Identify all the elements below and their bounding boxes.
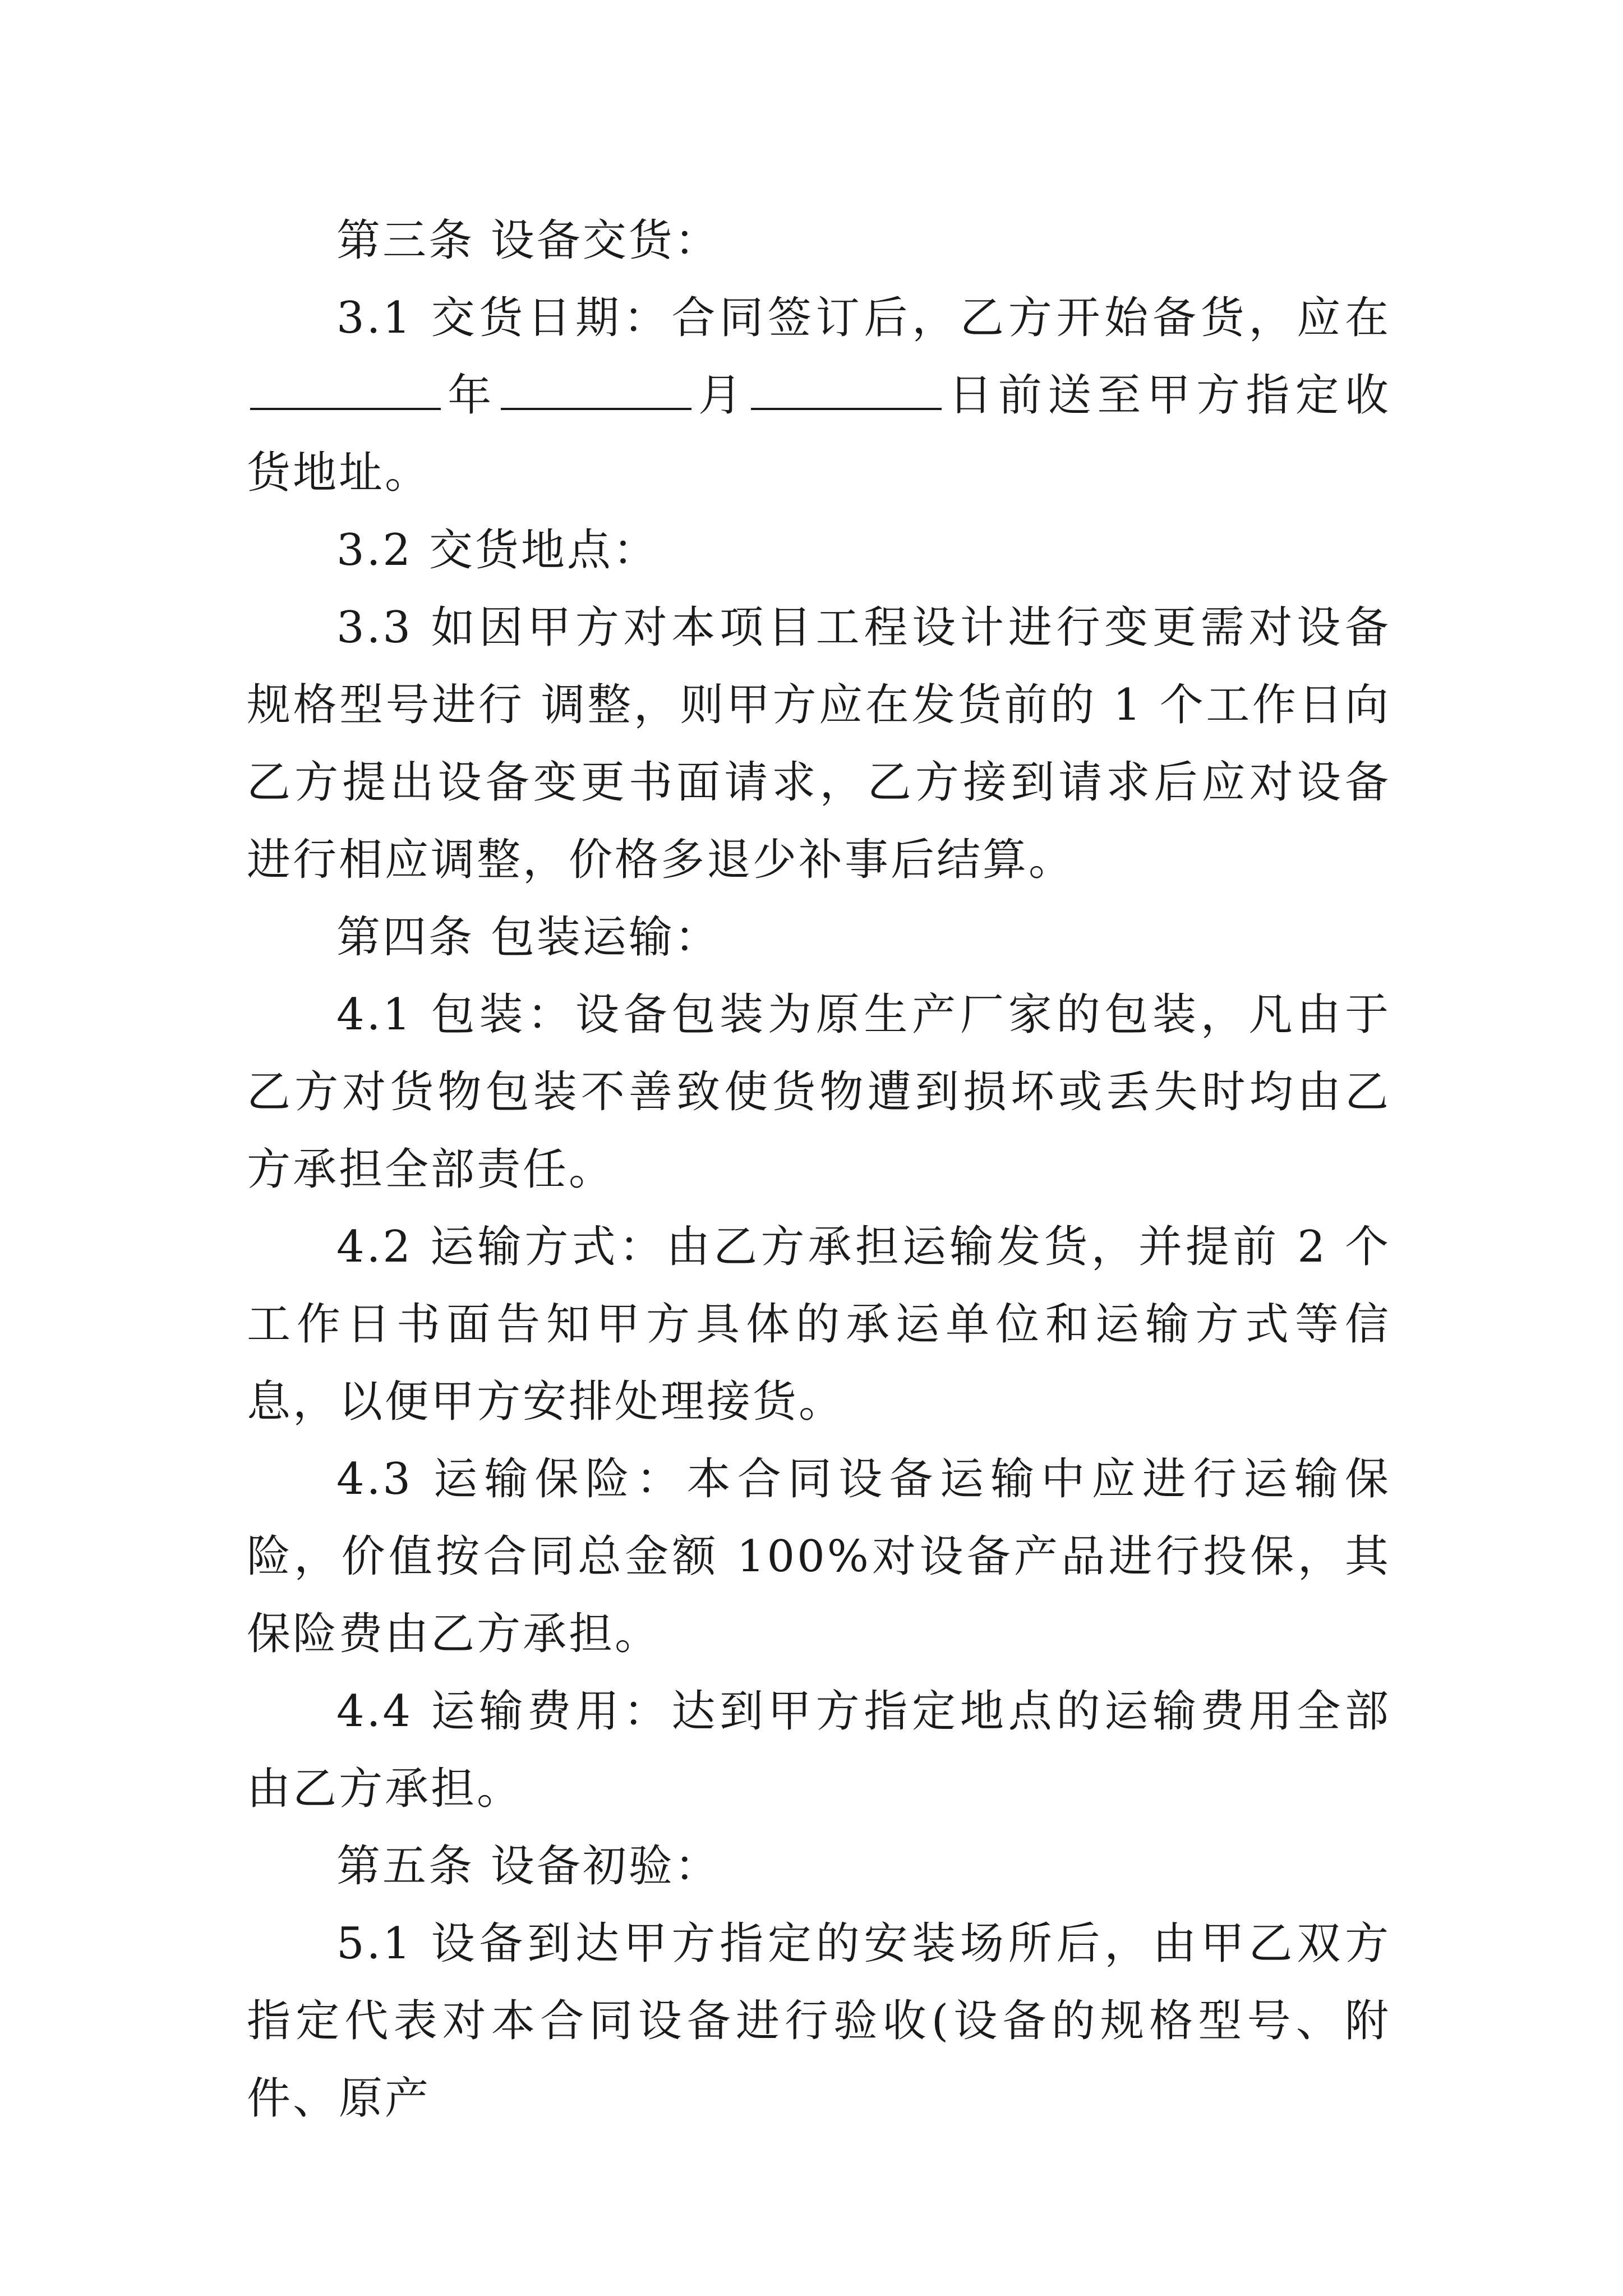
article-3-heading: 第三条 设备交货： bbox=[336, 215, 721, 266]
month-label: 月 bbox=[694, 370, 748, 421]
year-label: 年 bbox=[444, 370, 497, 421]
clause-4-3: 4.3 运输保险：本合同设备运输中应进行运输保险，价值按合同总金额 100%对设备产品进行投保，其保险费由乙方承担。 bbox=[247, 1454, 1391, 1659]
clause-3-1-lead: 3.1 交货日期：合同签订后，乙方开始备货，应在 bbox=[336, 293, 1391, 343]
clause-4-1: 4.1 包装：设备包装为原生产厂家的包装，凡由于乙方对货物包装不善致使货物遭到损坏或丢失时均由乙方承担全部责任。 bbox=[247, 990, 1391, 1195]
year-blank bbox=[250, 407, 441, 410]
document-body bbox=[247, 202, 1391, 2137]
clause-4-4: 4.4 运输费用：达到甲方指定地点的运输费用全部由乙方承担。 bbox=[247, 1686, 1391, 1814]
clause-3-1-tail: 日前送至甲方指定收货地址。 bbox=[247, 370, 1391, 498]
article-4-heading: 第四条 包装运输： bbox=[336, 912, 721, 963]
clause-3-3: 3.3 如因甲方对本项目工程设计进行变更需对设备规格型号进行 调整，则甲方应在发货前的 1 个工作日向乙方提出设备变更书面请求，乙方接到请求后应对设备进行相应调整，价格多退少补事后结算。 bbox=[247, 602, 1391, 885]
clause-5-1: 5.1 设备到达甲方指定的安装场所后，由甲乙双方指定代表对本合同设备进行验收(设备的规格型号、附件、原产 bbox=[247, 1918, 1391, 2124]
clause-4-2: 4.2 运输方式：由乙方承担运输发货，并提前 2 个工作日书面告知甲方具体的承运单位和运输方式等信息，以便甲方安排处理接货。 bbox=[247, 1222, 1391, 1427]
clause-3-2: 3.2 交货地点： bbox=[336, 525, 659, 576]
day-blank bbox=[751, 407, 942, 410]
article-5-heading: 第五条 设备初验： bbox=[336, 1841, 721, 1892]
clause-3-1 bbox=[247, 279, 1391, 512]
month-blank bbox=[501, 407, 691, 410]
